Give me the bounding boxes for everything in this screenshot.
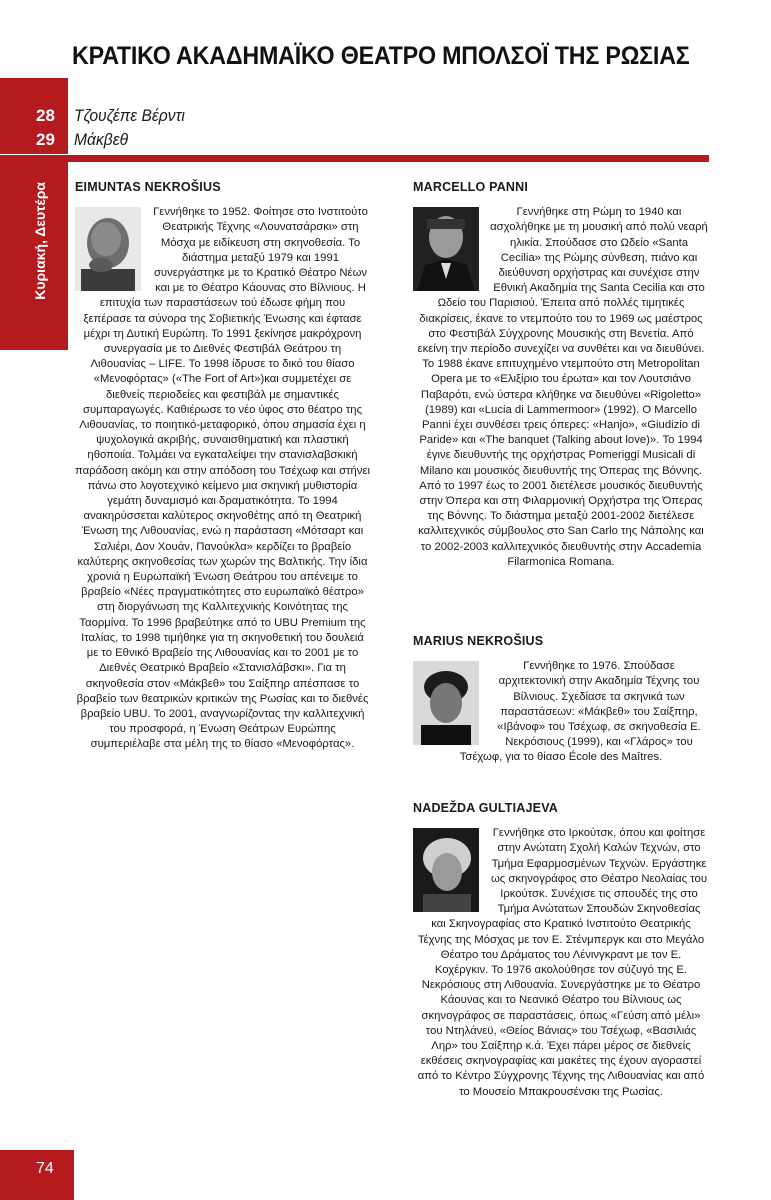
bio-nadezda-gultiajeva	[413, 801, 709, 1100]
bio-text: Γεννήθηκε το 1952. Φοίτησε στο Ινστιτούτο Θεατρικής Τέχνης «Λουνατσάρσκι» στη Μόσχα με ειδίκευση στη σκηνοθεσία. Το διάστημα μεταξύ 1979 και 1991 συνεργάστηκε με το Κρατικό Θέατρο Νέων και με το Θέατρο Κάουνας στο Βίλνιους. Η επιτυχία των παραστάσεων τού έδωσε φήμη που ξεπέρασε τα σύνορα της Σοβιετικής Ένωσης και έφτασε μέχρι τη Δυτική Ευρώπη. Το 1991 ξεκίνησε μακρόχρονη συνεργασία με το Διεθνές Φεστιβάλ Θεάτρου τη Λιθουανίας – LIFE. Το 1998 ίδρυσε το δικό του θίασο «Μενοφόρτας» («The Fort of Art»)και συμμετέχει σε διεθνείς περιοδείες και φεστιβάλ με σημαντικές συμπαραγωγές. Καθιέρωσε το νέο ύφος στο θέατρο της Λιθουανίας, το ποιητικό-μεταφορικό, όπου σημασία έχει η ψυχολογικά ακριβής, συναισθηματική και πλαστική ηθοποιία. Τολμάει να εγκαταλείψει την στανισλαβσκική παράδοση ακόμη και στην απόδοση του Τσέχωφ και στήνει πάνω στο λογοτεχνικό κείμενο μια σκηνική μυθιστορία γεμάτη δυναμισμό και δραματικότητα. Το 1994 ανακηρύσσεται καλύτερος σκηνοθέτης από τη Θεατρική Ένωση της Λιθουανίας, ενώ η παράσταση «Μότσαρτ και Σαλιέρι, Δον Χουάν, Πανούκλα» κερδίζει το βραβείο καλύτερης σκηνοθεσίας των χωρών της Βαλτικής. Την ίδια χρονιά η Ευρωπαϊκή Ένωση Θεάτρου του απένειμε το βραβείο «Νέες πραγματικότητες στο ευρωπαϊκό θέατρο» στη διοργάνωση της Καλλιτεχνικής Κοινότητας της Ταορμίνα. Το 1996 βραβεύτηκε από το UBU Premium της Ιταλίας, το 1998 τιμήθηκε για τη σκηνοθετική του δουλειά με το Εθνικό Βραβείο της Λιθουανίας και το 2001 με το Διεθνές Θεατρικό Βραβείο «Στανισλάβσκι». Για τη σκηνοθεσία στον «Μάκβεθ» του Σαίξπηρ απέσπασε το βραβείο των θεατρικών κριτικών της Ρωσίας και το διεθνές βραβείο UBU. Το 2001, αναγνωρίζοντας την καλλιτεχνική του προσφορά, η Ένωση Θεάτρων Ευρώπης συμπεριέλαβε στα μέλη της το θίασο «Μενοφόρτας».	[75, 206, 370, 751]
bio-text: Γεννήθηκε το 1976. Σπούδασε αρχιτεκτονική στην Ακαδημία Τέχνης του Βίλνιους. Σχεδίασε τα σκηνικά των παραστάσεων: «Μάκβεθ» του Σαίξπηρ, «Ιβάνοφ» του Τσέχωφ, σε σκηνοθεσία Ε. Νεκρόσιους (1999), και «Γλάρος» του Τσέχωφ, για το θίασο École des Maîtres.	[459, 660, 701, 764]
bio-text: Γεννήθηκε στη Ρώμη το 1940 και ασχολήθηκε με τη μουσική από πολύ νεαρή ηλικία. Σπούδασε στο Ωδείο «Santa Cecilia» της Ρώμης σύνθεση, πιάνο και διεύθυνση ορχήστρας και συνέχισε στην Εθνική Ακαδημία της Santa Cecilia και στο Ωδείο του Παρισιού. Έπειτα από πολλές τιμητικές διακρίσεις, έκανε το ντεμπούτο του το 1969 ως μαέστρος στο Φεστιβάλ Σύγχρονης Μουσικής στη Βενετία. Από εκείνη την περίοδο συνεχίζει να συνθέτει και να διευθύνει. Το 1988 έκανε επιτυχημένο ντεμπούτο στη Metropolitan Opera με το «Ελιξίριο του έρωτα» και τον Λουτσιάνο Παβαρότι, ενώ ύστερα κλήθηκε να διευθύνει «Rigoletto» (1989) και «Lucia di Lammermoor» (1992). Ο Marcello Panni έχει συνθέσει τρεις όπερες: «Hanjo», «Giudizio di Paride» και «The banquet (Talking about love)». Το 1994 έγινε διευθυντής της ορχήστρας Pomeriggi Musicali di Milano και μουσικός διευθυντής της Όπερας της Βόννης. Από το 1997 έως το 2001 διετέλεσε μουσικός διευθυντής στην Όπερα και στη Φιλαρμονική Ορχήστρα της Όπερας της Βόννης. Το διάστημα μεταξύ 2001-2002 διετέλεσε καλλιτεχνικός σύμβουλος στο San Carlo της Νάπολης και το 2002-2003 καλλιτεχνικός διευθυντής στην Accademia Filarmonica Romana.	[417, 206, 708, 568]
bio-name: MARCELLO PANNI	[413, 180, 529, 194]
side-tab-label-box	[32, 182, 48, 342]
side-tab-label: Κυριακή, Δευτέρα	[32, 182, 48, 300]
portrait-photo	[413, 661, 479, 745]
page-number: 74	[36, 1160, 54, 1177]
bio-name: MARIUS NEKROŠIUS	[413, 634, 544, 648]
bio-text: Γεννήθηκε στο Ιρκούτσκ, όπου και φοίτησε στην Ανώτατη Σχολή Καλών Τεχνών, στο Τμήμα Εφαρμοσμένων Τεχνών. Εργάστηκε ως σκηνογράφος στο Θέατρο Νεολαίας του Ιρκούτσκ. Συνέχισε τις σπουδές της στο Τμήμα Ανώτατων Σπουδών Σκηνοθεσίας και Σκηνογραφίας στο Κρατικό Ινστιτούτο Θεατρικής Τέχνης της Μόσχας με τον Ε. Στένμπεργκ και στο Μεγάλο Θέατρο του Δράματος του Λένινγκραντ με τον Ε. Κοχέργκιν. Το 1976 ακολούθησε τον σύζυγό της Ε. Νεκρόσιους στη Λιθουανία. Συνεργάστηκε με το Θέατρο Κάουνας και το Νεανικό Θέατρο του Βίλνιους ως σκηνογράφος σε παραστάσεις, όπως «Γεύση από μέλι» του Ντηλάνεϋ, «Θείος Βάνιας» του Τσέχωφ, «Βασιλιάς Ληρ» του Σαίξπηρ κ.ά. Έχει πάρει μέρος σε διεθνείς εκθέσεις σκηνογραφίας και μακέτες της έχουν αγοραστεί από το Κέντρο Σύγχρονης Τέχνης της Λιθουανίας και από το Μουσείο Μπακρουσένσκι της Ρωσίας.	[417, 827, 708, 1098]
date-28: 28	[36, 106, 55, 125]
portrait-photo	[413, 207, 479, 291]
portrait-photo	[413, 828, 479, 912]
date-29: 29	[36, 130, 55, 149]
work-title: Μάκβεθ	[74, 130, 129, 149]
bio-name: EIMUNTAS NEKROŠIUS	[75, 180, 221, 194]
date-block	[0, 78, 68, 154]
composer-name: Τζουζέπε Βέρντι	[74, 106, 185, 125]
header-rule	[0, 155, 709, 162]
bio-eimuntas-nekrosius	[75, 180, 370, 753]
bio-marcello-panni	[413, 180, 709, 570]
bio-name: NADEŽDA GULTIAJEVA	[413, 801, 559, 815]
page-title: ΚΡΑΤΙΚΟ ΑΚΑΔΗΜΑΪΚΟ ΘΕΑΤΡΟ ΜΠΟΛΣΟΪ ΤΗΣ ΡΩΣΙΑΣ	[72, 42, 690, 70]
portrait-photo	[75, 207, 141, 291]
bio-marius-nekrosius	[413, 634, 709, 766]
